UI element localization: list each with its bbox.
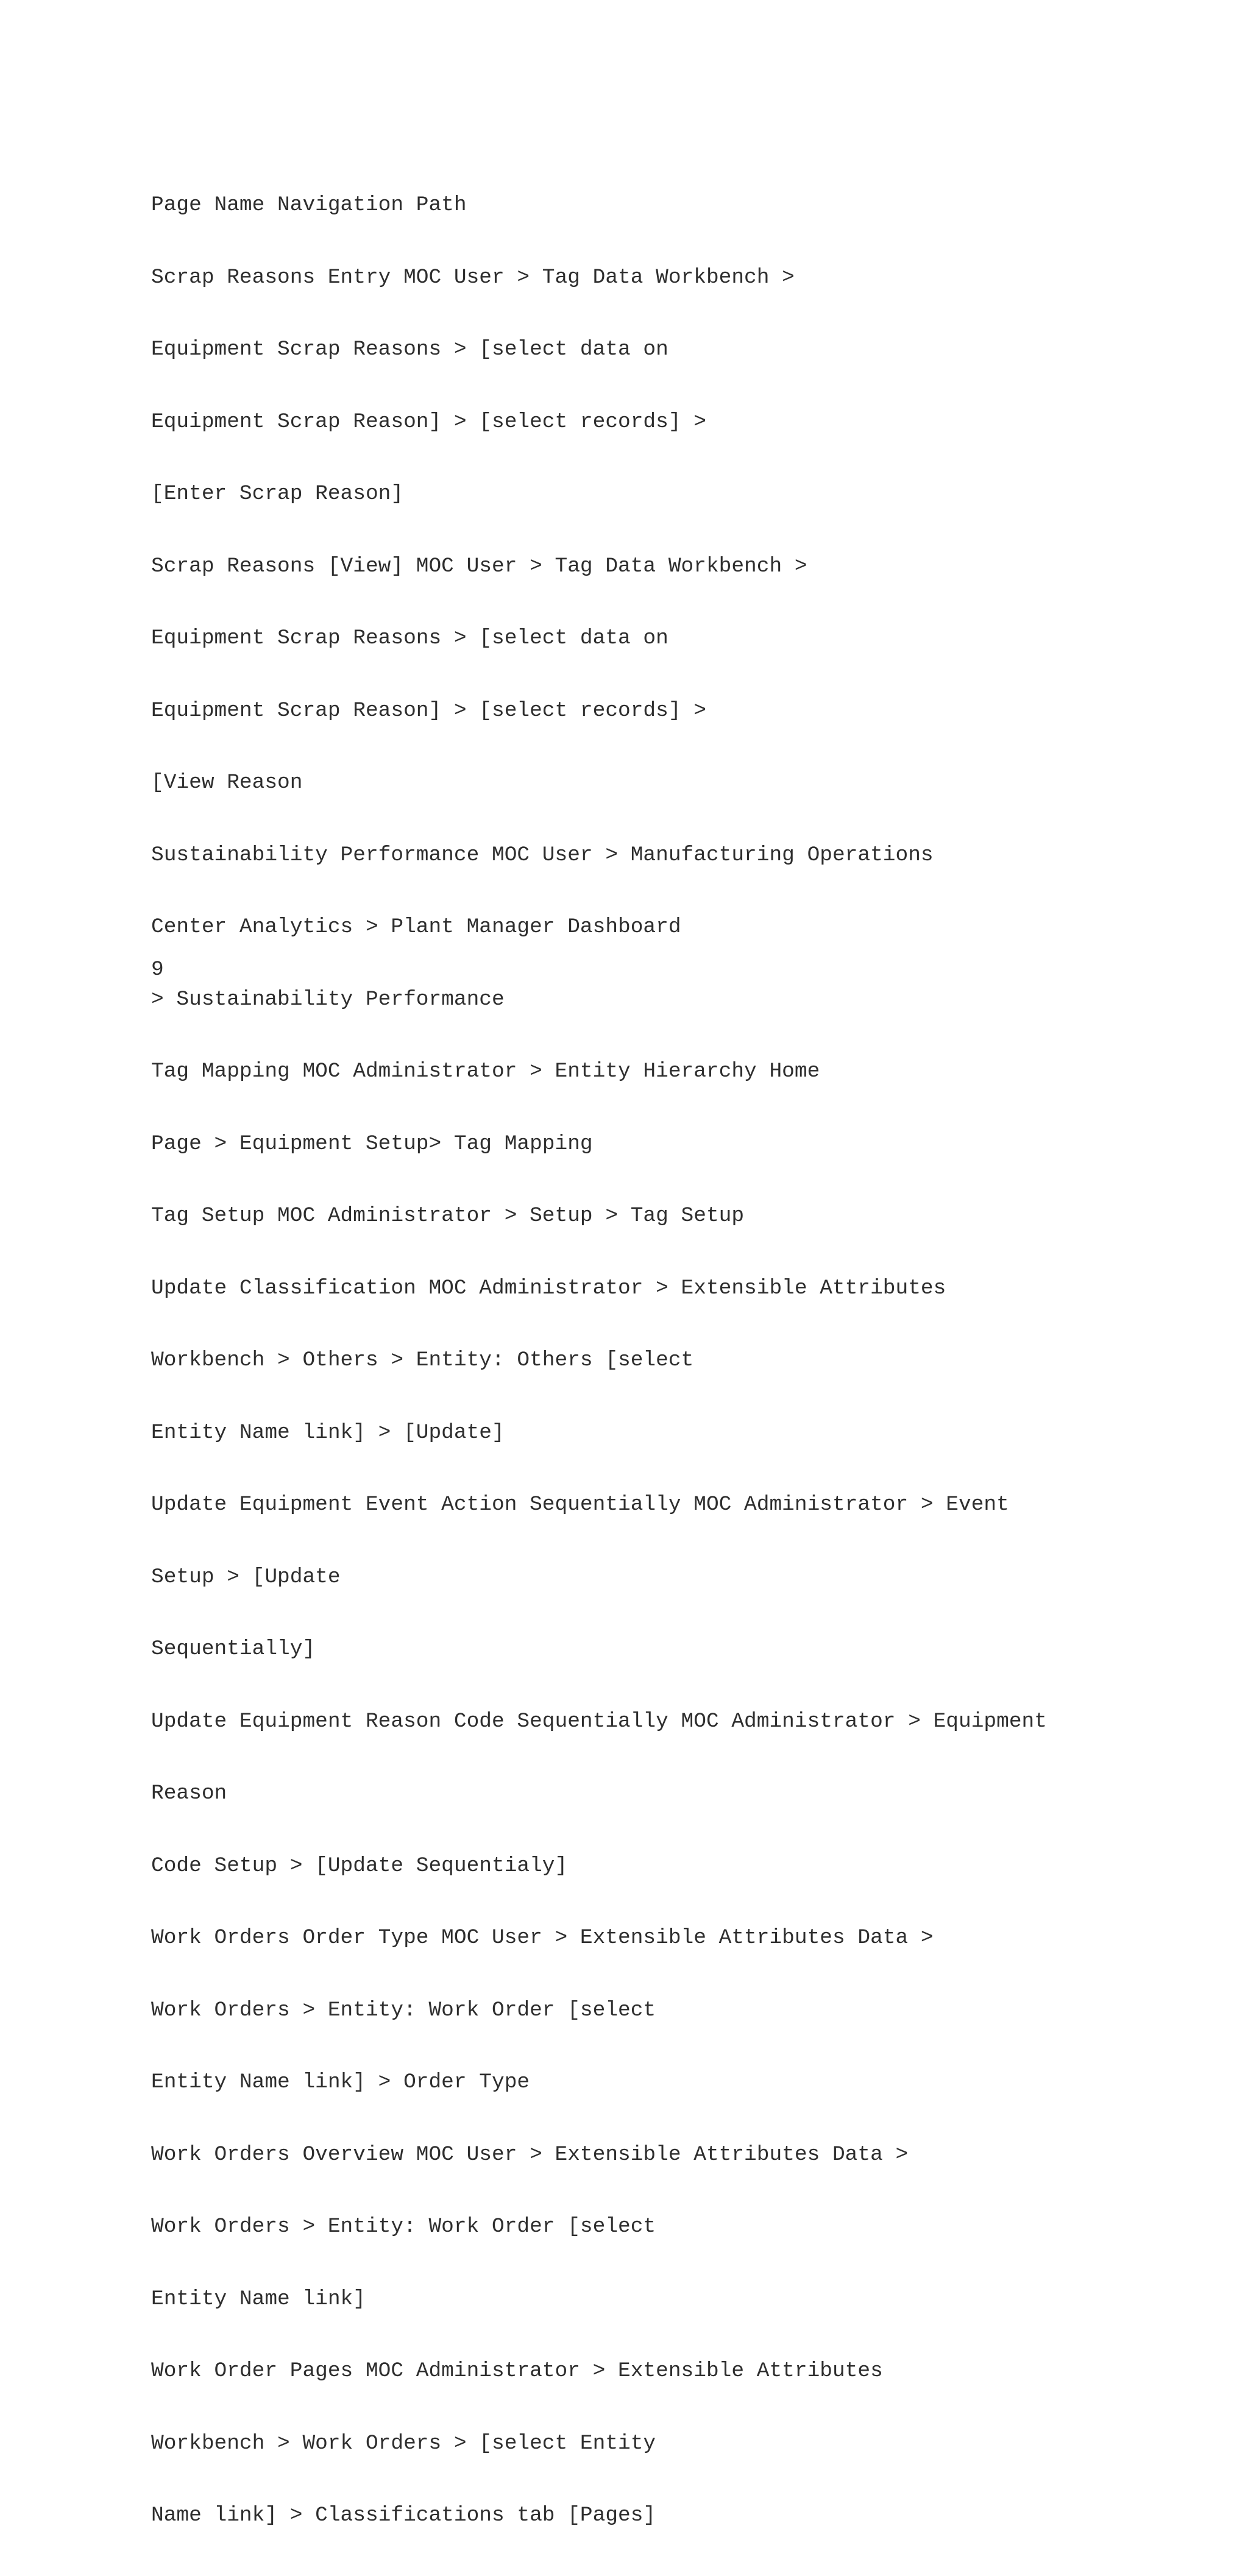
text-line: Sustainability Performance MOC User > Manufacturing Operations (151, 843, 934, 867)
text-line: Update Equipment Reason Code Sequentially MOC Administrator > Equipment (151, 1709, 1047, 1733)
table-header-line: Page Name Navigation Path (151, 193, 467, 217)
text-line: Entity Name link] (151, 2287, 366, 2311)
text-line: Scrap Reasons [View] MOC User > Tag Data Workbench > (151, 554, 807, 578)
text-line: Work Orders Overview MOC User > Extensible Attributes Data > (151, 2142, 909, 2167)
text-line: Equipment Scrap Reasons > [select data on (151, 626, 668, 650)
text-line: Workbench > Others > Entity: Others [select (151, 1348, 694, 1372)
text-line: Work Orders Order Type MOC User > Extensible Attributes Data > (151, 1926, 934, 1950)
text-line: [View Reason (151, 771, 303, 794)
text-line: Workbench > Work Orders > [select Entity (151, 2431, 656, 2455)
text-line: Reason (151, 1782, 227, 1805)
text-line: [Enter Scrap Reason] (151, 482, 404, 506)
text-line: Sequentially] (151, 1637, 316, 1661)
text-line: Center Analytics > Plant Manager Dashboard (151, 915, 681, 939)
text-line: Work Order Pages MOC Administrator > Extensible Attributes (151, 2359, 883, 2383)
text-line: Name link] > Classifications tab [Pages] (151, 2503, 656, 2527)
text-line: Setup > [Update (151, 1565, 341, 1589)
text-line: Equipment Scrap Reasons > [select data on (151, 338, 668, 361)
text-line: Entity Name link] > [Update] (151, 1420, 505, 1445)
text-line: Equipment Scrap Reason] > [select records] > (151, 409, 706, 434)
text-line: Code Setup > [Update Sequentialy] (151, 1853, 568, 1878)
text-line: Update Classification MOC Administrator > Extensible Attributes (151, 1276, 946, 1300)
navigation-path-table (151, 145, 1187, 2576)
text-line: Tag Mapping MOC Administrator > Entity Hierarchy Home (151, 1060, 820, 1083)
text-line: Page > Equipment Setup> Tag Mapping (151, 1131, 593, 1156)
text-line: Entity Name link] > Order Type (151, 2070, 530, 2094)
text-line: Work Orders > Entity: Work Order [select (151, 2215, 656, 2238)
text-line: Equipment Scrap Reason] > [select records] > (151, 698, 706, 723)
text-line: Work Orders > Entity: Work Order [select (151, 1998, 656, 2022)
page-number: 9 (151, 958, 164, 982)
text-line: Tag Setup MOC Administrator > Setup > Tag Setup (151, 1204, 745, 1228)
text-line: Scrap Reasons Entry MOC User > Tag Data Workbench > (151, 265, 795, 289)
text-line: Update Equipment Event Action Sequentially MOC Administrator > Event (151, 1493, 1009, 1516)
text-line: > Sustainability Performance (151, 987, 505, 1011)
